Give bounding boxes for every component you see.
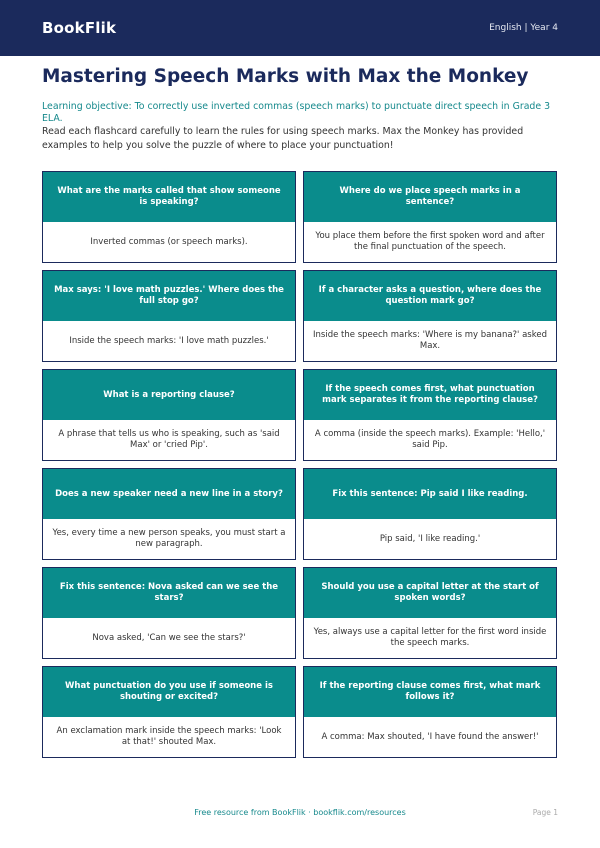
flashcard-question: Fix this sentence: Pip said I like reading. <box>304 469 556 519</box>
footer-resource-link[interactable]: Free resource from BookFlik · bookflik.com/resources <box>194 808 406 817</box>
flashcard-answer: A comma (inside the speech marks). Example: 'Hello,' said Pip. <box>304 420 556 460</box>
flashcard-question: Max says: 'I love math puzzles.' Where does the full stop go? <box>43 271 295 321</box>
flashcard-answer: Pip said, 'I like reading.' <box>304 519 556 559</box>
flashcard-answer: You place them before the first spoken word and after the final punctuation of the speech. <box>304 222 556 262</box>
flashcard-question: If a character asks a question, where does the question mark go? <box>304 271 556 321</box>
page-title: Mastering Speech Marks with Max the Monkey <box>42 66 529 87</box>
flashcard-question: What are the marks called that show someone is speaking? <box>43 172 295 222</box>
flashcard-grid <box>42 171 557 758</box>
flashcard-answer: Inside the speech marks: 'Where is my banana?' asked Max. <box>304 321 556 361</box>
flashcard <box>42 369 296 461</box>
flashcard-answer: An exclamation mark inside the speech marks: 'Look at that!' shouted Max. <box>43 717 295 757</box>
flashcard-answer: Yes, always use a capital letter for the first word inside the speech marks. <box>304 618 556 658</box>
page-header <box>0 0 600 56</box>
flashcard-answer: Yes, every time a new person speaks, you must start a new paragraph. <box>43 519 295 559</box>
flashcard <box>42 468 296 560</box>
flashcard <box>303 567 557 659</box>
flashcard-question: What is a reporting clause? <box>43 370 295 420</box>
flashcard-answer: Nova asked, 'Can we see the stars?' <box>43 618 295 658</box>
flashcard <box>303 666 557 758</box>
flashcard <box>42 567 296 659</box>
learning-objective: Learning objective: To correctly use inverted commas (speech marks) to punctuate direct speech in Grade 3 ELA. <box>42 101 551 124</box>
header-meta: English | Year 4 <box>489 23 558 33</box>
flashcard-question: If the reporting clause comes first, what mark follows it? <box>304 667 556 717</box>
flashcard-answer: Inside the speech marks: 'I love math puzzles.' <box>43 321 295 361</box>
brand-logo[interactable]: BookFlik <box>42 19 117 37</box>
flashcard <box>42 171 296 263</box>
flashcard <box>303 171 557 263</box>
intro-text: Read each flashcard carefully to learn the rules for using speech marks. Max the Monkey has provided examples to help you solve the puzzle of where to place your punctuation! <box>42 126 524 151</box>
page-number: Page 1 <box>532 808 558 817</box>
flashcard-question: Where do we place speech marks in a sentence? <box>304 172 556 222</box>
flashcard <box>303 468 557 560</box>
flashcard-answer: A phrase that tells us who is speaking, such as 'said Max' or 'cried Pip'. <box>43 420 295 460</box>
flashcard-question: Fix this sentence: Nova asked can we see the stars? <box>43 568 295 618</box>
flashcard <box>42 270 296 362</box>
flashcard-question: Should you use a capital letter at the start of spoken words? <box>304 568 556 618</box>
flashcard-answer: A comma: Max shouted, 'I have found the answer!' <box>304 717 556 757</box>
flashcard-answer: Inverted commas (or speech marks). <box>43 222 295 262</box>
flashcard <box>303 369 557 461</box>
flashcard-question: If the speech comes first, what punctuation mark separates it from the reporting clause? <box>304 370 556 420</box>
flashcard <box>303 270 557 362</box>
flashcard-question: What punctuation do you use if someone is shouting or excited? <box>43 667 295 717</box>
flashcard <box>42 666 296 758</box>
flashcard-question: Does a new speaker need a new line in a story? <box>43 469 295 519</box>
